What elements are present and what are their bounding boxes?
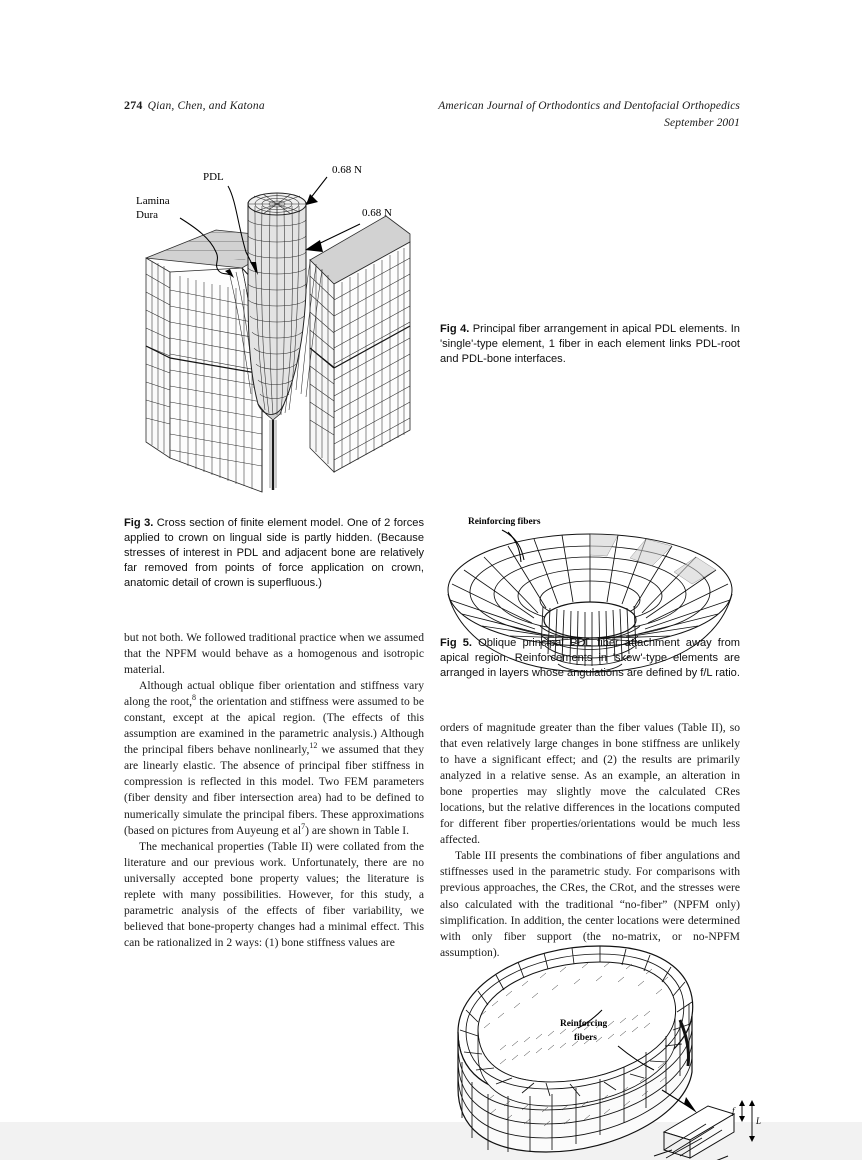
running-head-left — [124, 98, 265, 113]
paragraph-left-3: The mechanical properties (Table II) were collated from the literature and our previous work. Unfortunately, there are no universally accepted bone property values; the literature is replete with many possibilities. However, for this study, a parametric analysis of the effects of fiber variability, we believed that bone-property changes had a minimal effect. This can be rationalized in 2 ways: (1) bone stiffness values are — [124, 839, 424, 949]
ref-8: 8 — [192, 693, 196, 703]
journal-title: American Journal of Orthodontics and Dentofacial Orthopedics — [438, 100, 740, 112]
para2-c: we assumed that they are linearly elastic. The absence of principal fiber stiffness in compression is reflected in this model. Two FEM parameters (fiber density and fiber intersection area) had to be defined to numerically simulate the principal fibers. These approximations (based on pictures from Auyeung et al — [124, 743, 424, 837]
label-reinforcing-fibers-line1: Reinforcing — [560, 1019, 608, 1029]
figure-4-caption-text: Principal fiber arrangement in apical PDL elements. In 'single'-type element, 1 fiber in each element links PDL-root and PDL-bone interfaces. — [440, 323, 740, 365]
figure-5-number: Fig 5. — [440, 637, 472, 649]
right-column-text — [440, 720, 740, 961]
bone-block-right — [296, 216, 410, 472]
figure-3 — [124, 142, 424, 504]
label-dim-L: L — [756, 1116, 762, 1126]
page-folio: 274 — [124, 98, 143, 112]
figure-3-number: Fig 3. — [124, 517, 154, 529]
label-lamina-1: Lamina — [136, 195, 170, 207]
ref-7: 7 — [301, 821, 306, 831]
para2-a: Although actual oblique fiber orientation and stiffness vary along the root, — [124, 679, 424, 709]
label-pdl: PDL — [203, 171, 224, 183]
running-head-right — [438, 98, 740, 131]
oblique-pdl-band — [458, 946, 693, 1152]
issue-date: September 2001 — [664, 116, 740, 129]
figure-5-caption-text: Oblique principal PDL fiber attachment away from apical region. Reinforcements in 'skew'-type elements are arranged in layers whose angulations are defined by f/L ratio. — [440, 637, 740, 679]
running-head — [124, 98, 740, 131]
label-force-top: 0.68 N — [332, 164, 362, 176]
paragraph-left-2 — [124, 678, 424, 838]
paragraph-right-2: Table III presents the combinations of fiber angulations and stiffnesses used in the parametric study. For comparisons with previous approaches, the CRes, the CRot, and the stresses were also calculated with the traditional “no-fiber” (NPFM only) simplification. In addition, the center locations were determined with only fiber support (the no-matrix, or no-NPFM assumption). — [440, 849, 740, 959]
label-dim-f: f — [732, 1106, 735, 1116]
left-column-text — [124, 630, 424, 951]
figure-3-artwork — [124, 142, 424, 504]
figure-5-caption — [440, 636, 740, 681]
para2-d: ) are shown in Table I. — [305, 823, 410, 837]
paragraph-left-1: but not both. We followed traditional practice when we assumed that the NPFM would behave as a homogenous and isotropic material. — [124, 631, 424, 677]
label-reinforcing-fibers: Reinforcing fibers — [468, 517, 541, 527]
label-force-right: 0.68 N — [362, 207, 392, 219]
figure-4-number: Fig 4. — [440, 323, 470, 335]
ref-12: 12 — [309, 741, 318, 751]
para2-b: the orientation and stiffness were assumed to be constant, except at the apical region. (The effects of this assumption are examined in the parametric analysis.) Although the principal fibers behave nonlinearly, — [124, 695, 424, 757]
figure-3-caption-text: Cross section of finite element model. One of 2 forces applied to crown on lingual side is partly hidden. (Because stresses of interest in PDL and adjacent bone are relatively far removed from points of force application on crown, anatomic detail of crown is superfluous.) — [124, 517, 424, 589]
label-reinforcing-fibers-line2: fibers — [574, 1033, 597, 1043]
paragraph-right-1: orders of magnitude greater than the fiber values (Table II), so that even relatively large changes in bone stiffness are unlikely to have a significant effect; and (2) the results are primarily analyzed in a relative sense. As an example, an alteration in bone properties may slightly move the calculated CRes locations, but the relative differences in the locations computed for different fiber properties/orientations would be much less affected. — [440, 721, 740, 847]
running-head-authors: Qian, Chen, and Katona — [147, 100, 265, 112]
figure-3-caption — [124, 516, 424, 591]
figure-4-caption — [440, 322, 740, 367]
label-lamina-2: Dura — [136, 209, 158, 221]
